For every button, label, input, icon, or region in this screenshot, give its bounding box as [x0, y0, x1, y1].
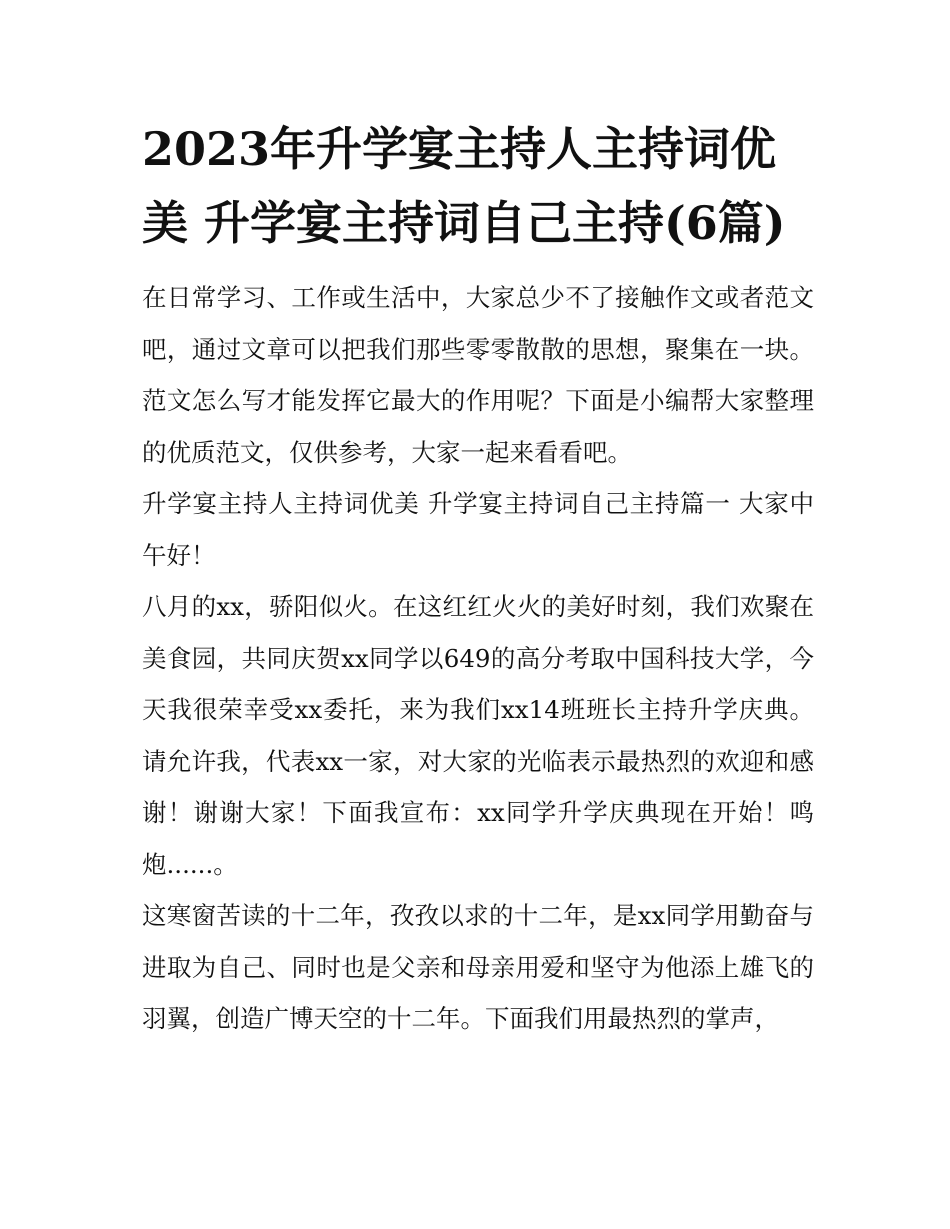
section-heading-paragraph: 升学宴主持人主持词优美 升学宴主持词自己主持篇一 大家中午好！ [142, 489, 814, 570]
document-page [142, 112, 814, 1045]
document-title: 2023年升学宴主持人主持词优美 升学宴主持词自己主持(6篇) [142, 122, 786, 250]
body-paragraph: 八月的xx，骄阳似火。在这红红火火的美好时刻，我们欢聚在美食园，共同庆贺xx同学以649的高分考取中国科技大学，今天我很荣幸受xx委托，来为我们xx14班班长主持升学庆典。请允许我，代表xx一家，对大家的光临表示最热烈的欢迎和感谢！谢谢大家！下面我宣布：xx同学升学庆典现在开始！鸣炮......。 [142, 592, 814, 879]
body-paragraph: 这寒窗苦读的十二年，孜孜以求的十二年，是xx同学用勤奋与进取为自己、同时也是父亲和母亲用爱和坚守为他添上雄飞的羽翼，创造广博天空的十二年。下面我们用最热烈的掌声， [142, 901, 814, 1033]
intro-paragraph: 在日常学习、工作或生活中，大家总少不了接触作文或者范文吧，通过文章可以把我们那些零零散散的思想，聚集在一块。范文怎么写才能发挥它最大的作用呢？下面是小编帮大家整理的优质范文，仅供参考，大家一起来看看吧。 [142, 283, 814, 467]
